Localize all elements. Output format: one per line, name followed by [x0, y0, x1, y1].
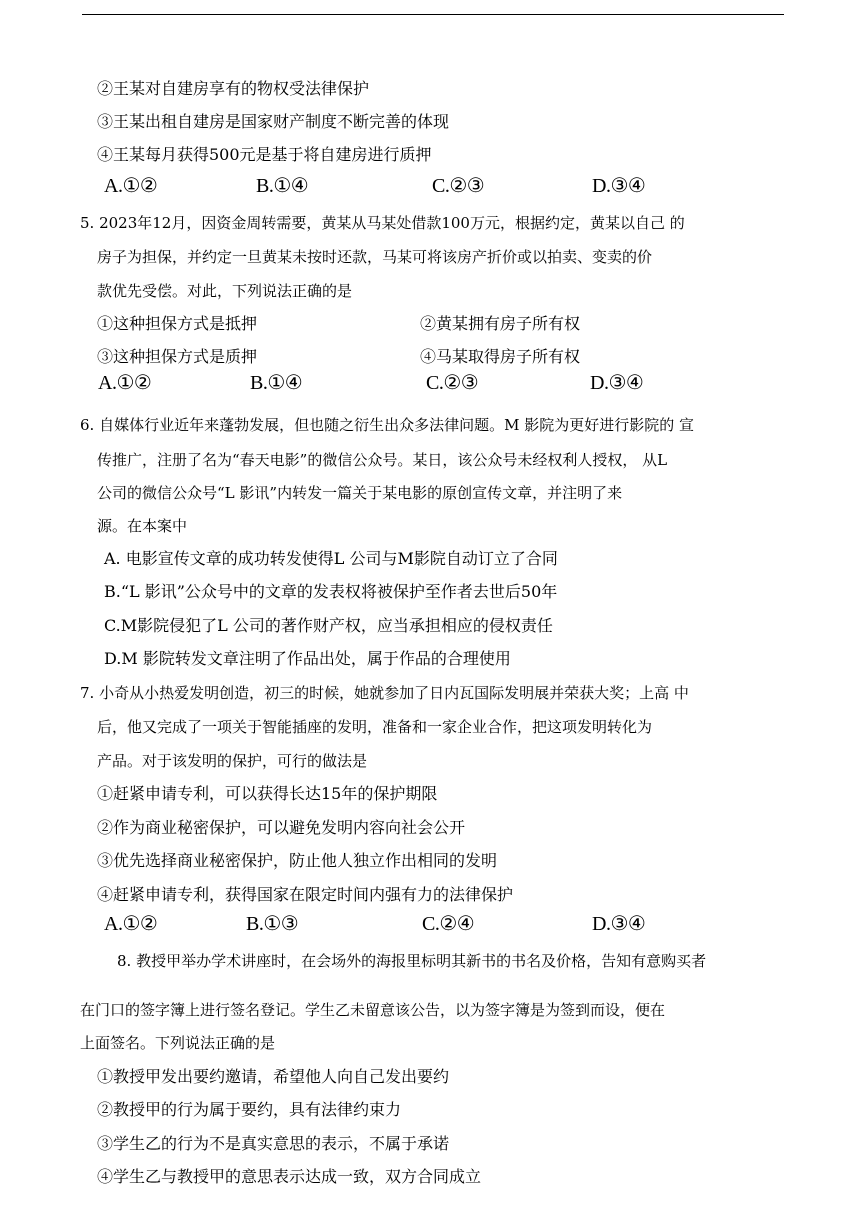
q6-option-a: A. 电影宣传文章的成功转发使得L 公司与M影院自动订立了合同 [104, 549, 558, 568]
q7-choice-b: B.①③ [246, 913, 299, 935]
q7-choices [0, 911, 860, 937]
q5-item-4: ④马某取得房子所有权 [420, 347, 581, 366]
q5-item-3: ③这种担保方式是质押 [97, 347, 258, 366]
q5-choice-c: C.②③ [426, 372, 479, 394]
q8-stem-line-2: 在门口的签字簿上进行签名登记。学生乙未留意该公告，以为签字簿是为签到而设，便在 [80, 1001, 666, 1019]
q8-item-3: ③学生乙的行为不是真实意思的表示，不属于承诺 [97, 1134, 450, 1153]
q6-stem-line-1: 6. 自媒体行业近年来蓬勃发展，但也随之衍生出众多法律问题。M 影院为更好进行影院的 宣 [80, 416, 694, 434]
q5-choice-d: D.③④ [590, 372, 644, 394]
q4-choice-d: D.③④ [592, 175, 646, 197]
q4-item-4: ④王某每月获得500元是基于将自建房进行质押 [97, 145, 432, 164]
q4-item-3: ③王某出租自建房是国家财产制度不断完善的体现 [97, 112, 450, 131]
q8-item-4: ④学生乙与教授甲的意思表示达成一致，双方合同成立 [97, 1167, 482, 1186]
q5-item-2: ②黄某拥有房子所有权 [420, 314, 581, 333]
q6-option-b: B.“L 影讯”公众号中的文章的发表权将被保护至作者去世后50年 [104, 582, 558, 601]
q7-item-4: ④赶紧申请专利，获得国家在限定时间内强有力的法律保护 [97, 885, 514, 904]
q7-choice-d: D.③④ [592, 913, 646, 935]
q8-stem-line-1: 8. 教授甲举办学术讲座时，在会场外的海报里标明其新书的书名及价格，告知有意购买者 [117, 952, 707, 970]
q7-stem-line-3: 产品。对于该发明的保护，可行的做法是 [97, 752, 368, 770]
q6-option-c: C.M影院侵犯了L 公司的著作财产权，应当承担相应的侵权责任 [104, 616, 553, 635]
q7-item-1: ①赶紧申请专利，可以获得长达15年的保护期限 [97, 784, 438, 803]
q6-stem-line-2: 传推广，注册了名为“春天电影”的微信公众号。某日，该公众号未经权利人授权， 从L [97, 451, 668, 469]
q4-choice-b: B.①④ [256, 175, 309, 197]
q4-item-2: ②王某对自建房享有的物权受法律保护 [97, 79, 370, 98]
q7-choice-c: C.②④ [422, 913, 475, 935]
header-rule [82, 14, 784, 15]
q7-item-3: ③优先选择商业秘密保护，防止他人独立作出相同的发明 [97, 851, 498, 870]
q8-item-2: ②教授甲的行为属于要约，具有法律约束力 [97, 1100, 402, 1119]
q5-stem-line-3: 款优先受偿。对此，下列说法正确的是 [97, 282, 353, 300]
q5-item-1: ①这种担保方式是抵押 [97, 314, 258, 333]
q4-choices [0, 173, 860, 199]
q6-stem-line-3: 公司的微信公众号“L 影讯”内转发一篇关于某电影的原创宣传文章，并注明了来 [97, 484, 623, 502]
q5-stem-line-2: 房子为担保，并约定一旦黄某未按时还款，马某可将该房产折价或以拍卖、变卖的价 [97, 248, 653, 266]
q6-option-d: D.M 影院转发文章注明了作品出处，属于作品的合理使用 [104, 649, 511, 668]
q4-choice-a: A.①② [104, 175, 158, 197]
q5-stem-line-1: 5. 2023年12月，因资金周转需要，黄某从马某处借款100万元，根据约定，黄某以自己 的 [80, 214, 685, 232]
q7-choice-a: A.①② [104, 913, 158, 935]
q5-choice-b: B.①④ [250, 372, 303, 394]
q5-choice-a: A.①② [98, 372, 152, 394]
q8-item-1: ①教授甲发出要约邀请，希望他人向自己发出要约 [97, 1067, 450, 1086]
q7-stem-line-2: 后，他又完成了一项关于智能插座的发明，准备和一家企业合作，把这项发明转化为 [97, 718, 653, 736]
q7-item-2: ②作为商业秘密保护，可以避免发明内容向社会公开 [97, 818, 466, 837]
q5-choices [0, 370, 860, 396]
q8-stem-line-3: 上面签名。下列说法正确的是 [80, 1034, 276, 1052]
q6-stem-line-4: 源。在本案中 [97, 517, 188, 535]
q7-stem-line-1: 7. 小奇从小热爱发明创造，初三的时候，她就参加了日内瓦国际发明展并荣获大奖；上高 中 [80, 684, 689, 702]
q4-choice-c: C.②③ [432, 175, 485, 197]
